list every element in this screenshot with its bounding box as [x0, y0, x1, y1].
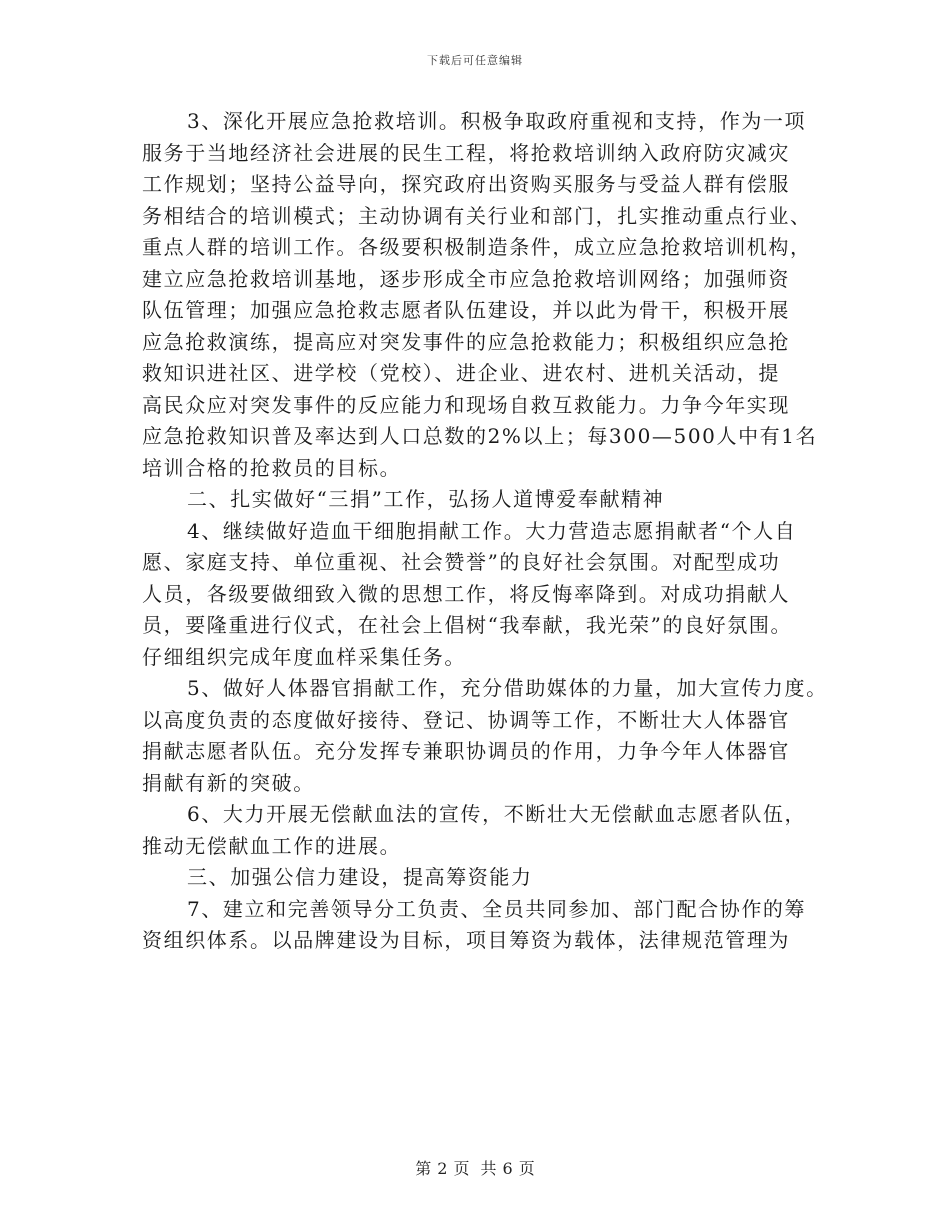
paragraph: [142, 516, 822, 674]
footer-suffix: 页: [518, 1159, 535, 1178]
text-line: 以高度负责的态度做好接待、登记、协调等工作，不断壮大人体器官: [142, 707, 790, 732]
page-footer: [0, 1156, 950, 1179]
text-line: 救知识进社区、进学校（党校）、进企业、进农村、进机关活动，提: [142, 361, 780, 385]
footer-prefix: 第: [415, 1159, 432, 1178]
total-page-number: 6: [502, 1159, 513, 1178]
text-line: 培训合格的抢救员的目标。: [142, 455, 402, 480]
text-line: 愿、家庭支持、单位重视、社会赞誉”的良好社会氛围。对配型成功: [142, 550, 781, 574]
current-page-number: 2: [437, 1159, 448, 1178]
text-line: 员，要隆重进行仪式，在社会上倡树“我奉献，我光荣”的良好氛围。: [142, 613, 793, 637]
paragraph: [142, 799, 822, 862]
section-heading-text: 二、扎实做好“三捐”工作，弘扬人道博爱奉献精神: [187, 487, 665, 511]
text-line: 建立应急抢救培训基地，逐步形成全市应急抢救培训网络；加强师资: [142, 266, 790, 291]
text-line: 5、做好人体器官捐献工作，充分借助媒体的力量，加大宣传力度。: [187, 676, 828, 700]
text-line: 人员，各级要做细致入微的思想工作，将反悔率降到。对成功捐献人: [142, 581, 790, 606]
text-line: 仔细组织完成年度血样采集任务。: [142, 644, 466, 669]
text-line: 4、继续做好造血干细胞捐献工作。大力营造志愿捐献者“个人自: [187, 518, 797, 543]
paragraph: [142, 673, 828, 799]
text-line: 推动无偿献血工作的进展。: [142, 833, 402, 858]
paragraph: [142, 106, 822, 484]
paragraph: [142, 894, 822, 957]
text-line: 7、建立和完善领导分工负责、全员共同参加、部门配合协作的筹: [187, 896, 807, 921]
page-header: 下载后可任意编辑: [427, 54, 523, 67]
text-line: 队伍管理；加强应急抢救志愿者队伍建设，并以此为骨干，积极开展: [142, 298, 790, 322]
text-line: 高民众应对突发事件的反应能力和现场自救互救能力。力争今年实现: [142, 392, 790, 417]
text-line: 务相结合的培训模式；主动协调有关行业和部门，扎实推动重点行业、: [142, 203, 812, 228]
text-line: 应急抢救演练，提高应对突发事件的应急抢救能力；积极组织应急抢: [142, 329, 790, 354]
text-line: 服务于当地经济社会进展的民生工程，将抢救培训纳入政府防灾减灾: [142, 140, 790, 165]
section-heading: [142, 484, 822, 516]
text-line: 应急抢救知识普及率达到人口总数的2%以上；每300—500人中有1名: [142, 424, 818, 448]
section-heading-text: 三、加强公信力建设，提高筹资能力: [187, 865, 533, 889]
text-line: 资组织体系。以品牌建设为目标，项目筹资为载体，法律规范管理为: [142, 928, 790, 952]
text-line: 捐献志愿者队伍。充分发挥专兼职协调员的作用，力争今年人体器官: [142, 739, 790, 763]
document-body: [142, 106, 828, 957]
text-line: 3、深化开展应急抢救培训。积极争取政府重视和支持，作为一项: [187, 109, 807, 133]
text-line: 6、大力开展无偿献血法的宣传，不断壮大无偿献血志愿者队伍，: [187, 802, 807, 826]
text-line: 重点人群的培训工作。各级要积极制造条件，成立应急抢救培训机构，: [142, 235, 812, 259]
footer-middle: 页 共: [453, 1159, 497, 1178]
text-line: 工作规划；坚持公益导向，探究政府出资购买服务与受益人群有偿服: [142, 172, 790, 196]
text-line: 捐献有新的突破。: [142, 770, 315, 795]
section-heading: [142, 862, 822, 894]
